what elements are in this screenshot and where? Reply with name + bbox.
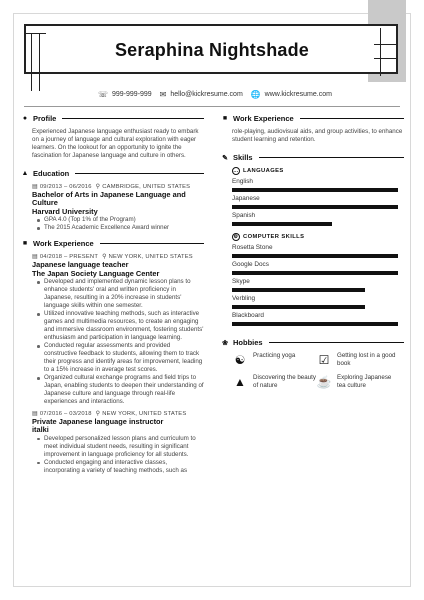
job-location: NEW YORK, UNITED STATES (102, 410, 187, 417)
hobby-item (232, 374, 316, 390)
section-rule (269, 342, 404, 343)
work-heading-continued (220, 114, 404, 123)
left-column (20, 114, 204, 475)
list-item: Organized cultural exchange programs and field trips to Japan, enabling students to deepen their understanding of Japanese culture and language through real-life experiences and interactions. (44, 374, 204, 406)
calendar-icon: ▤ (32, 184, 38, 190)
section-rule (259, 157, 404, 158)
briefcase-icon: ■ (22, 240, 28, 248)
section-title: Hobbies (233, 338, 263, 347)
section-title: Skills (233, 153, 253, 162)
contact-line (0, 90, 424, 99)
skills-sub-label: COMPUTER SKILLS (243, 234, 305, 240)
calendar-icon: ▤ (32, 411, 38, 418)
skill-bar-fill (232, 305, 365, 309)
skill-bar-fill (232, 254, 398, 258)
skill-name: Verbling (232, 295, 256, 302)
list-item: GPA 4.0 (Top 1% of the Program) (44, 216, 204, 224)
skill-name: Google Docs (232, 261, 269, 268)
skill-bar (232, 305, 398, 309)
candidate-name: Seraphina Nightshade (114, 40, 310, 60)
profile-heading (20, 114, 204, 123)
skill-bar-fill (232, 222, 332, 226)
skills-sub-label: LANGUAGES (243, 168, 284, 174)
pen-icon: ✎ (222, 154, 228, 162)
location-icon: ⚲ (102, 254, 107, 261)
education-location: CAMBRIDGE, UNITED STATES (102, 183, 191, 190)
calendar-icon: ▤ (32, 254, 38, 261)
job-bullets (20, 435, 204, 475)
skill-bar (232, 254, 398, 258)
phone-icon: ☏ (98, 90, 109, 99)
list-item: Developed personalized lesson plans and curriculum to meet individual student needs, resulting in significant improvement in language proficiency for all students. (44, 435, 204, 459)
section-title: Work Experience (233, 114, 294, 123)
speech-icon: … (233, 168, 239, 174)
computer-skills-list (220, 244, 404, 326)
section-rule (62, 118, 204, 119)
list-item: Utilized innovative teaching methods, such as interactive games and multimedia resources, to create an engaging and immersive classroom environment, fostering students' enthusiasm and participation in language learning. (44, 310, 204, 342)
list-item: Conducted engaging and interactive classes, incorporating a variety of teaching methods, such as (44, 459, 204, 475)
job-dates: 07/2016 – 03/2018 (39, 410, 92, 417)
skill-bar (232, 222, 398, 226)
hobby-item (316, 352, 400, 368)
skill-name: Spanish (232, 212, 256, 219)
hobby-label: Practicing yoga (253, 352, 296, 359)
job-role: Japanese language teacher (32, 260, 129, 270)
job-meta (20, 410, 204, 417)
hobby-item (316, 374, 400, 390)
right-column (220, 114, 404, 390)
flower-icon: ❀ (222, 339, 228, 347)
globe-icon: 🌐 (250, 90, 261, 99)
languages-subheading (220, 167, 404, 175)
section-title: Work Experience (33, 239, 94, 249)
job-meta (20, 253, 204, 260)
skill-name: Blackboard (232, 312, 264, 319)
hobby-item (232, 352, 316, 368)
gear-icon: ⚙ (233, 234, 239, 240)
contact-phone[interactable]: 999-999-999 (112, 91, 152, 98)
list-item: The 2015 Academic Excellence Award winner (44, 224, 204, 232)
briefcase-icon: ■ (222, 115, 228, 122)
hobby-label: Discovering the beauty of nature (253, 374, 316, 389)
skill-bar-fill (232, 271, 398, 275)
job-org: The Japan Society Language Center (32, 268, 160, 278)
book-icon: ☑ (318, 353, 330, 367)
nature-icon: ▲ (234, 375, 246, 389)
skill-bar (232, 288, 398, 292)
section-rule (300, 118, 404, 119)
education-bullets (20, 216, 204, 232)
education-school: Harvard University (32, 206, 98, 216)
skill-name: English (232, 178, 253, 185)
skill-bar-fill (232, 188, 398, 192)
computer-skills-subheading (220, 233, 404, 241)
work-heading (20, 239, 204, 248)
header-deco-line (24, 33, 46, 34)
location-icon: ⚲ (95, 411, 101, 418)
email-icon: ✉ (159, 90, 167, 99)
education-dates: 09/2013 – 06/2016 (39, 183, 92, 190)
skill-bar (232, 322, 398, 326)
yoga-icon: ☯ (234, 353, 246, 367)
work-continuation: role-playing, audiovisual aids, and group activities, to enhance student learning and retention. (232, 128, 403, 143)
skill-name: Japanese (232, 195, 260, 202)
hobbies-grid (220, 352, 404, 390)
skill-name: Skype (232, 278, 250, 285)
skill-bar-fill (232, 322, 398, 326)
skill-bar (232, 271, 398, 275)
job-org: italki (32, 425, 49, 435)
location-icon: ⚲ (95, 184, 101, 190)
education-meta (20, 183, 204, 190)
tea-icon: ☕ (316, 375, 332, 389)
contact-website[interactable]: www.kickresume.com (264, 91, 332, 98)
header-divider (24, 106, 400, 107)
job-dates: 04/2018 – PRESENT (39, 253, 99, 260)
skill-bar (232, 188, 398, 192)
skill-bar-fill (232, 205, 398, 209)
languages-list (220, 178, 404, 226)
list-item: Developed and implemented dynamic lesson plans to enhance students' oral and written proficiency in Japanese, resulting in a 20% increase in students' language skills within one semester. (44, 278, 204, 310)
section-title: Education (33, 169, 70, 178)
person-icon: ● (22, 115, 28, 122)
job-role: Private Japanese language instructor (32, 417, 164, 427)
education-heading (20, 169, 204, 178)
section-rule (100, 243, 204, 244)
contact-email[interactable]: hello@kickresume.com (170, 91, 243, 98)
skills-heading (220, 153, 404, 162)
profile-text: Experienced Japanese language enthusiast ready to embark on a journey of language and cultural exploration with eager learners. On the lookout for an opportunity to ignite the fascination for Japanese language and culture in others. (32, 128, 199, 159)
job-location: NEW YORK, UNITED STATES (108, 253, 193, 260)
list-item: Conducted regular assessments and provided constructive feedback to students, allowing them to track their progress and identify areas for improvement, leading to a 15% increase in average test scores. (44, 342, 203, 374)
job-bullets (20, 278, 204, 406)
section-title: Profile (33, 114, 57, 123)
skill-bar (232, 205, 398, 209)
hobby-label: Exploring Japanese tea culture (337, 374, 392, 389)
hobby-label: Getting lost in a good book (337, 352, 396, 367)
skill-name: Rosetta Stone (232, 244, 273, 251)
section-rule (75, 173, 204, 174)
hobbies-heading (220, 338, 404, 347)
graduation-cap-icon: ▲ (21, 170, 29, 177)
skill-bar-fill (232, 288, 365, 292)
education-degree: Bachelor of Arts in Japanese Language and Culture (32, 190, 186, 208)
